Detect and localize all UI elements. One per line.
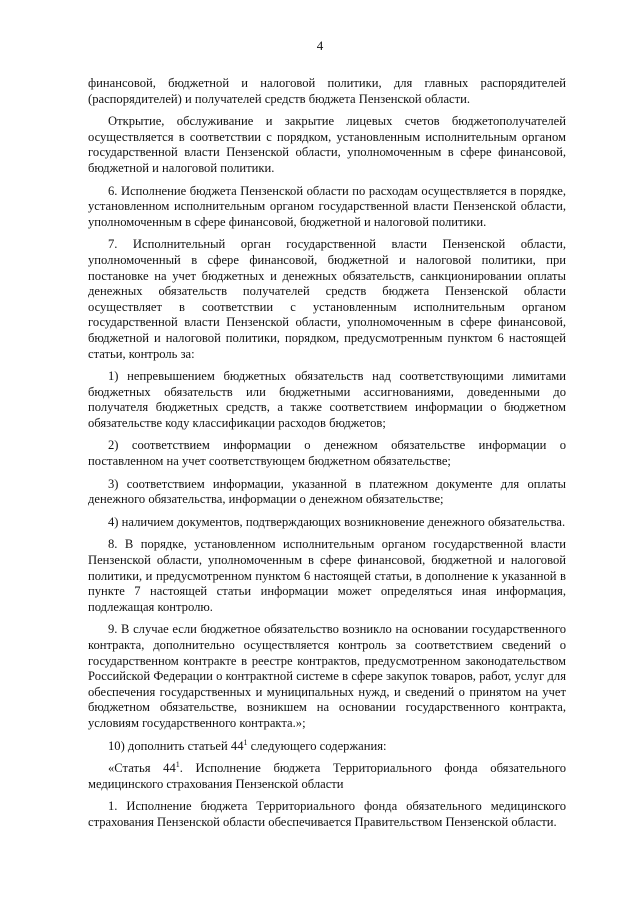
paragraph-continuation: финансовой, бюджетной и налоговой политики, для главных распорядителей (распорядителей) и получателей средств бюджета Пензенской области. — [88, 76, 566, 106]
paragraph-9: 9. В случае если бюджетное обязательство возникло на основании государственного контракта, дополнительно осуществляется контроль за соответствием сведений о государственном контракте в реестре контрактов, предусмотренном законодательством Российской Федерации о контрактной системе в сфере закупок товаров, работ, услуг для обеспечения государственных и муниципальных нужд, и сведений о принятом на учет бюджетном обязательстве, возникшем на основании государственного контракта, условиям государственного контракта.»; — [88, 622, 566, 730]
item-10 — [88, 739, 566, 755]
paragraph-7: 7. Исполнительный орган государственной власти Пензенской области, уполномоченный в сфере финансовой, бюджетной и налоговой политики, при постановке на учет бюджетных и денежных обязательств, санкционировании оплаты денежных обязательств получателей средств бюджета Пензенской области осуществляет в соответствии с установленным исполнительным органом государственной власти Пензенской области, уполномоченным в сфере финансовой, бюджетной и налоговой политики, порядком, предусмотренным пунктом 6 настоящей статьи, контроль за: — [88, 237, 566, 361]
subitem-2: 2) соответствием информации о денежном обязательстве информации о поставленном на учет соответствующем бюджетном обязательстве; — [88, 438, 566, 469]
paragraph-6: 6. Исполнение бюджета Пензенской области по расходам осуществляется в порядке, установленном исполнительным органом государственной власти Пензенской области, уполномоченным в сфере финансовой, бюджетной и налоговой политики. — [88, 183, 566, 229]
item-10-text-after: следующего содержания: — [247, 738, 387, 753]
paragraph-8: 8. В порядке, установленном исполнительным органом государственной власти Пензенской области, уполномоченным в сфере финансовой, бюджетной и налоговой политики, и предусмотренном пунктом 6 настоящей статьи, в дополнение к указанной в пункте 7 настоящей статьи информации может определяться иная информация, подлежащая контролю. — [88, 537, 566, 614]
article-heading — [88, 761, 566, 792]
document-body — [88, 76, 566, 838]
paragraph-accounts: Открытие, обслуживание и закрытие лицевых счетов бюджетополучателей осуществляется в соответствии с порядком, установленным исполнительным органом государственной власти Пензенской области, уполномоченным в сфере финансовой, бюджетной и налоговой политики. — [88, 114, 566, 175]
subitem-3: 3) соответствием информации, указанной в платежном документе для оплаты денежного обязательства, информации о денежном обязательстве; — [88, 476, 566, 507]
item-10-text-before: 10) дополнить статьей 44 — [108, 738, 244, 753]
article-paragraph-1: 1. Исполнение бюджета Территориального фонда обязательного медицинского страхования Пензенской области обеспечивается Правительством Пензенской области. — [88, 799, 566, 829]
page-number: 4 — [316, 38, 324, 53]
item-10-superscript: 1 — [243, 737, 248, 747]
subitem-1: 1) непревышением бюджетных обязательств над соответствующими лимитами бюджетных обязательств или бюджетными ассигнованиями, доведенными до получателя бюджетных средств, а также соответствием информации о бюджетном обязательстве коду классификации расходов бюджетов; — [88, 369, 566, 430]
article-heading-after: . Исполнение бюджета Территориального фонда обязательного медицинского страхования Пензенской области — [88, 761, 567, 791]
subitem-4: 4) наличием документов, подтверждающих возникновение денежного обязательства. — [108, 514, 566, 529]
article-heading-superscript: 1 — [175, 759, 180, 769]
article-heading-before: «Статья 44 — [108, 761, 176, 776]
